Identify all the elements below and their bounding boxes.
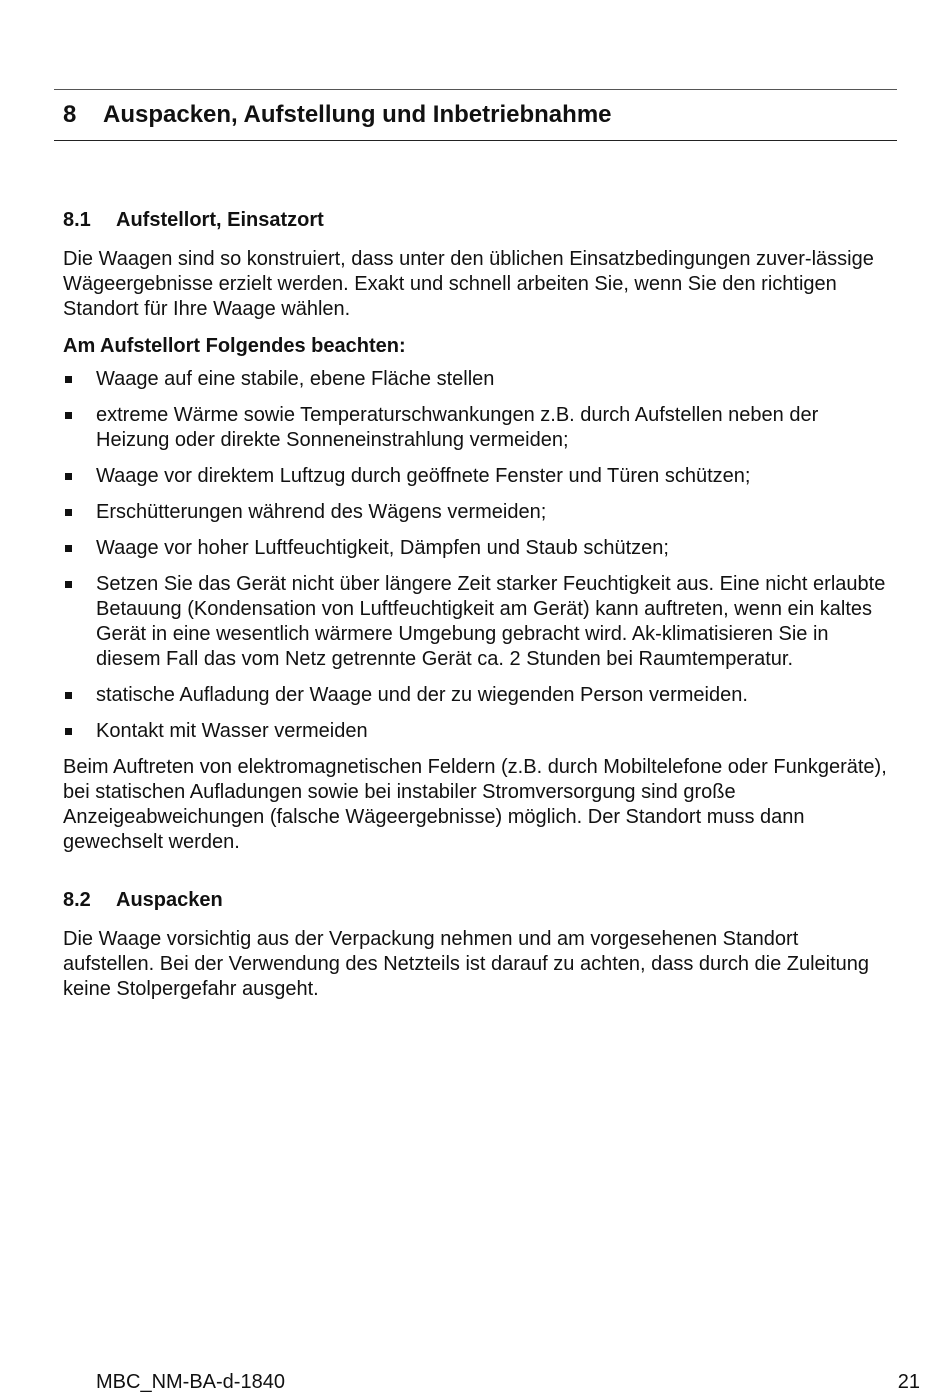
list-item: Setzen Sie das Gerät nicht über längere Zeit starker Feuchtigkeit aus. Eine nicht erlaubte Betauung (Kondensation von Luftfeuchtigkeit am Gerät) kann auftreten, wenn ein kaltes Gerät in eine wesentlich wärmere Umgebung gebracht wird. Ak-klimatisieren Sie in diesem Fall das vom Netz getrennte Gerät ca. 2 Stunden bei Raumtemperatur. xyxy=(63,572,893,672)
chapter-heading xyxy=(63,100,612,130)
page-content xyxy=(63,207,893,1014)
square-bullet-icon xyxy=(65,412,72,419)
square-bullet-icon xyxy=(65,728,72,735)
square-bullet-icon xyxy=(65,473,72,480)
list-item: Erschütterungen während des Wägens vermeiden; xyxy=(63,500,893,525)
section-closing-paragraph: Beim Auftreten von elektromagnetischen Feldern (z.B. durch Mobiltelefone oder Funkgeräte), bei statischen Aufladungen sowie bei instabiler Stromversorgung sind große Anzeigeabweichungen (falsche Wägeergebnisse) möglich. Der Standort muss dann gewechselt werden. xyxy=(63,756,887,853)
square-bullet-icon xyxy=(65,545,72,552)
section-title: Auspacken xyxy=(116,889,223,911)
section-number: 8.2 xyxy=(63,889,91,911)
list-item: Kontakt mit Wasser vermeiden xyxy=(63,719,893,744)
section-intro-paragraph: Die Waagen sind so konstruiert, dass unter den üblichen Einsatzbedingungen zuver-lässige Wägeergebnisse erzielt werden. Exakt und schnell arbeiten Sie, wenn Sie den richtigen Standort für Ihre Waage wählen. xyxy=(63,248,874,320)
list-item: Waage vor hoher Luftfeuchtigkeit, Dämpfen und Staub schützen; xyxy=(63,536,893,561)
note-label: Am Aufstellort Folgendes beachten: xyxy=(63,335,406,357)
section-title: Aufstellort, Einsatzort xyxy=(116,209,324,231)
list-item: Waage auf eine stabile, ebene Fläche stellen xyxy=(63,367,893,392)
list-item: extreme Wärme sowie Temperaturschwankungen z.B. durch Aufstellen neben der Heizung oder direkte Sonneneinstrahlung vermeiden; xyxy=(63,403,893,453)
square-bullet-icon xyxy=(65,509,72,516)
list-item: statische Aufladung der Waage und der zu wiegenden Person vermeiden. xyxy=(63,683,893,708)
section-heading-8-2 xyxy=(63,887,893,913)
list-item: Waage vor direktem Luftzug durch geöffnete Fenster und Türen schützen; xyxy=(63,464,893,489)
square-bullet-icon xyxy=(65,581,72,588)
placement-checklist xyxy=(63,367,893,744)
footer-page-number: 21 xyxy=(897,1371,920,1393)
section-number: 8.1 xyxy=(63,209,91,231)
chapter-top-rule xyxy=(54,89,897,90)
chapter-number: 8 xyxy=(63,101,77,128)
section-body-paragraph: Die Waage vorsichtig aus der Verpackung nehmen und am vorgesehenen Standort aufstellen. Bei der Verwendung des Netzteils ist darauf zu achten, dass durch die Zuleitung keine Stolpergefahr ausgeht. xyxy=(63,928,870,1000)
chapter-title: Auspacken, Aufstellung und Inbetriebnahme xyxy=(103,101,612,128)
square-bullet-icon xyxy=(65,376,72,383)
chapter-bottom-rule xyxy=(54,140,897,141)
footer-document-id: MBC_NM-BA-d-1840 xyxy=(96,1371,285,1393)
section-heading-8-1 xyxy=(63,207,893,233)
square-bullet-icon xyxy=(65,692,72,699)
